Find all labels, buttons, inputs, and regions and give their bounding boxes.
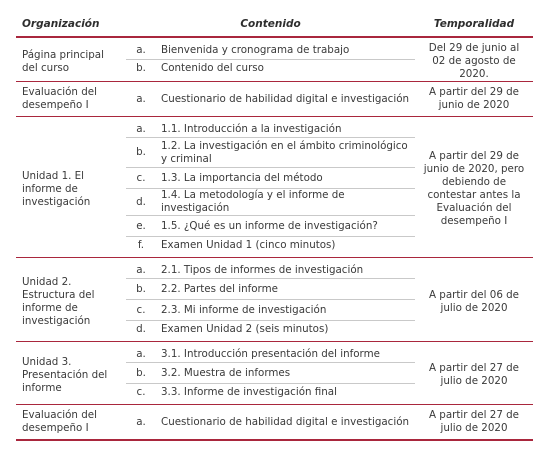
header-organizacion: Organización bbox=[16, 12, 126, 37]
organizacion-cell: Unidad 2. Estructura del informe de investigación bbox=[16, 258, 126, 342]
table-row bbox=[16, 405, 533, 441]
temporalidad-cell: A partir del 27 de julio de 2020 bbox=[415, 405, 533, 441]
item-letter: b. bbox=[126, 279, 156, 300]
item-letter: a. bbox=[126, 82, 156, 117]
table-row bbox=[16, 117, 533, 138]
organizacion-cell: Evaluación del desempeño I bbox=[16, 405, 126, 441]
schedule-table bbox=[16, 12, 533, 441]
item-content: 2.3. Mi informe de investigación bbox=[156, 300, 415, 321]
item-content: 2.2. Partes del informe bbox=[156, 279, 415, 300]
item-content: Cuestionario de habilidad digital e investigación bbox=[156, 405, 415, 441]
item-content: Bienvenida y cronograma de trabajo bbox=[156, 37, 415, 59]
organizacion-cell: Página principal del curso bbox=[16, 37, 126, 82]
item-content: Contenido del curso bbox=[156, 59, 415, 81]
item-content: 1.3. La importancia del método bbox=[156, 168, 415, 189]
item-letter: c. bbox=[126, 300, 156, 321]
header-temporalidad: Temporalidad bbox=[415, 12, 533, 37]
organizacion-cell: Unidad 1. El informe de investigación bbox=[16, 117, 126, 258]
table-row bbox=[16, 258, 533, 279]
item-content: 1.4. La metodología y el informe de investigación bbox=[156, 189, 415, 216]
temporalidad-cell: A partir del 29 de junio de 2020, pero debiendo de contestar antes la Evaluación del desempeño I bbox=[415, 117, 533, 258]
table-row bbox=[16, 37, 533, 59]
item-content: 1.5. ¿Qué es un informe de investigación? bbox=[156, 216, 415, 237]
item-letter: a. bbox=[126, 342, 156, 363]
item-letter: c. bbox=[126, 384, 156, 405]
item-letter: b. bbox=[126, 59, 156, 81]
item-content: Cuestionario de habilidad digital e investigación bbox=[156, 82, 415, 117]
item-letter: d. bbox=[126, 189, 156, 216]
item-letter: b. bbox=[126, 363, 156, 384]
item-letter: d. bbox=[126, 321, 156, 342]
item-letter: a. bbox=[126, 37, 156, 59]
table-body bbox=[16, 37, 533, 440]
item-content: 2.1. Tipos de informes de investigación bbox=[156, 258, 415, 279]
temporalidad-cell: Del 29 de junio al 02 de agosto de 2020. bbox=[415, 37, 533, 82]
item-letter: c. bbox=[126, 168, 156, 189]
item-content: 3.1. Introducción presentación del informe bbox=[156, 342, 415, 363]
temporalidad-cell: A partir del 27 de julio de 2020 bbox=[415, 342, 533, 405]
item-letter: a. bbox=[126, 117, 156, 138]
item-content: Examen Unidad 2 (seis minutos) bbox=[156, 321, 415, 342]
organizacion-cell: Unidad 3. Presentación del informe bbox=[16, 342, 126, 405]
item-letter: b. bbox=[126, 138, 156, 168]
item-letter: a. bbox=[126, 405, 156, 441]
header-contenido: Contenido bbox=[126, 12, 415, 37]
item-content: 1.2. La investigación en el ámbito criminológico y criminal bbox=[156, 138, 415, 168]
item-content: 3.3. Informe de investigación final bbox=[156, 384, 415, 405]
item-letter: e. bbox=[126, 216, 156, 237]
item-letter: a. bbox=[126, 258, 156, 279]
item-content: 3.2. Muestra de informes bbox=[156, 363, 415, 384]
item-letter: f. bbox=[126, 237, 156, 258]
temporalidad-cell: A partir del 29 de junio de 2020 bbox=[415, 82, 533, 117]
item-content: Examen Unidad 1 (cinco minutos) bbox=[156, 237, 415, 258]
organizacion-cell: Evaluación del desempeño I bbox=[16, 82, 126, 117]
table-header-row bbox=[16, 12, 533, 37]
table-row bbox=[16, 82, 533, 117]
item-content: 1.1. Introducción a la investigación bbox=[156, 117, 415, 138]
temporalidad-cell: A partir del 06 de julio de 2020 bbox=[415, 258, 533, 342]
table-row bbox=[16, 342, 533, 363]
